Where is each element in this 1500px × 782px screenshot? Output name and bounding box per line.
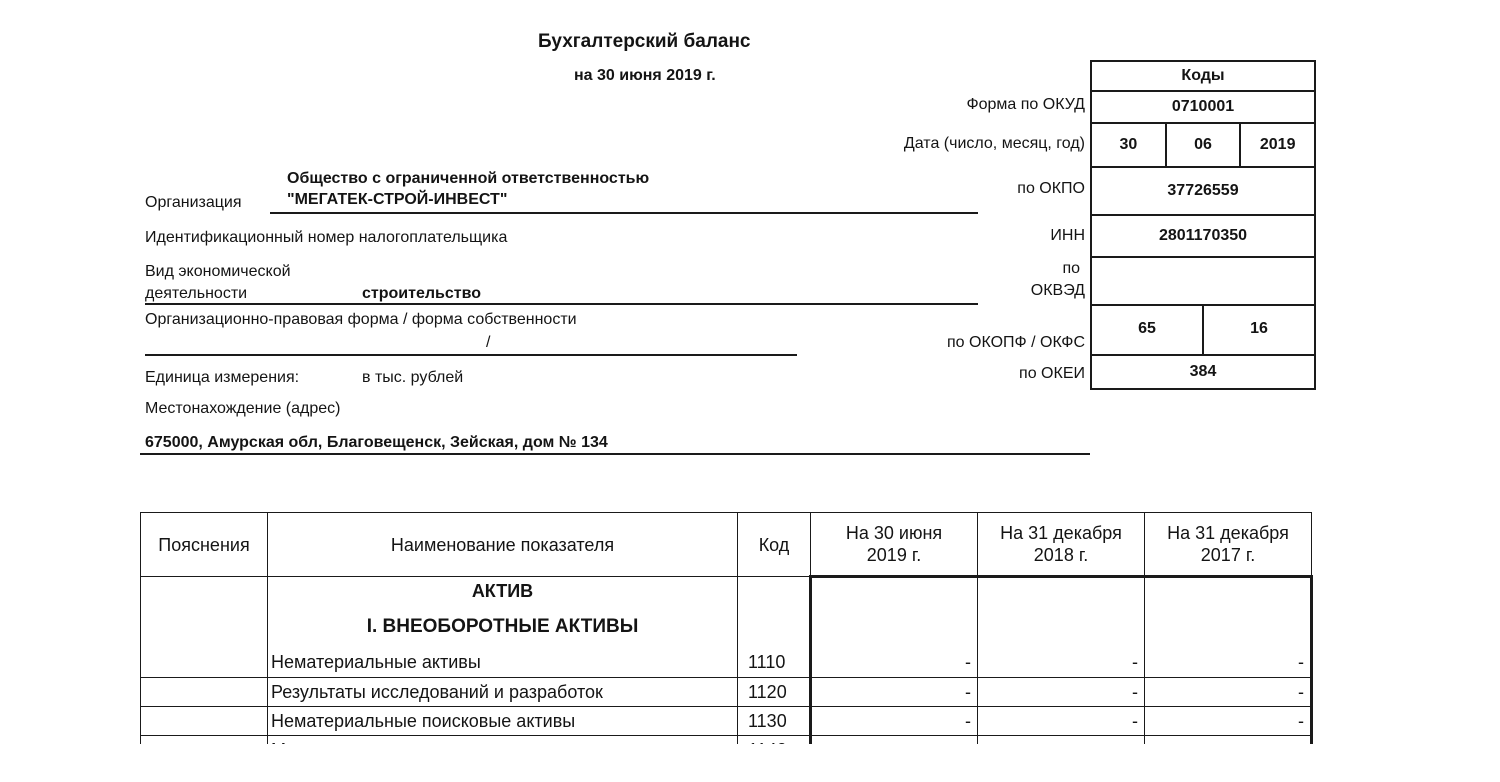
row-code: 1130 bbox=[738, 707, 811, 736]
date-day: 30 bbox=[1119, 136, 1138, 153]
okud-value: 0710001 bbox=[1171, 98, 1235, 115]
okved-row bbox=[1092, 256, 1314, 304]
unit-label: Единица измерения: bbox=[145, 369, 300, 386]
row-name: Нематериальные активы bbox=[268, 649, 738, 678]
header-col1-line1: На 30 июня bbox=[845, 523, 943, 543]
okei-row bbox=[1092, 354, 1314, 388]
date-month: 06 bbox=[1165, 124, 1240, 166]
section-v2-cell bbox=[978, 577, 1145, 649]
okopf-row bbox=[1092, 304, 1314, 354]
okved-value bbox=[1092, 258, 1314, 304]
address-label: Местонахождение (адрес) bbox=[145, 400, 341, 417]
section-code-cell bbox=[738, 577, 811, 649]
date-year: 2019 bbox=[1239, 124, 1314, 166]
table-row bbox=[141, 707, 1312, 736]
header-col2-line1: На 31 декабря bbox=[1000, 523, 1122, 543]
header-col3 bbox=[1145, 513, 1312, 577]
header-col2 bbox=[978, 513, 1145, 577]
okei-label: по ОКЕИ bbox=[1019, 365, 1085, 382]
activity-label-2: деятельности bbox=[145, 285, 248, 302]
activity-label-1: Вид экономической bbox=[145, 263, 291, 280]
date-label: Дата (число, месяц, год) bbox=[903, 135, 1085, 152]
inn-row bbox=[1092, 214, 1314, 256]
row-name: Результаты исследований и разработок bbox=[268, 678, 738, 707]
codes-heading-row bbox=[1092, 62, 1314, 90]
row-value-2019: - bbox=[811, 649, 978, 678]
inn-value: 2801170350 bbox=[1158, 227, 1248, 244]
row-notes bbox=[141, 707, 268, 736]
okpo-value: 37726559 bbox=[1167, 182, 1239, 199]
section-v1-cell bbox=[811, 577, 978, 649]
row-value-2018: - bbox=[978, 678, 1145, 707]
date-row bbox=[1092, 122, 1314, 166]
org-label: Организация bbox=[145, 194, 242, 211]
address-value: 675000, Амурская обл, Благовещенск, Зейская, дом № 134 bbox=[145, 434, 608, 451]
document-title: Бухгалтерский баланс bbox=[538, 31, 751, 52]
address-underline bbox=[140, 453, 1090, 455]
row-name: Нематериальные поисковые активы bbox=[268, 707, 738, 736]
row-value-2018: - bbox=[978, 649, 1145, 678]
okopf-value: 65 bbox=[1138, 320, 1156, 337]
header-name: Наименование показателя bbox=[268, 513, 738, 577]
section-noncurrent-heading: I. ВНЕОБОРОТНЫЕ АКТИВЫ bbox=[366, 616, 639, 637]
okopf-label: по ОКОПФ / ОКФС bbox=[947, 334, 1085, 351]
row-value-2018: - bbox=[978, 707, 1145, 736]
row-code: 1110 bbox=[738, 649, 811, 678]
row-value-2017: - bbox=[1145, 707, 1312, 736]
okud-row bbox=[1092, 90, 1314, 122]
legal-form-value: / bbox=[486, 334, 491, 351]
row-code: 1120 bbox=[738, 678, 811, 707]
okved-label-2: ОКВЭД bbox=[1030, 282, 1085, 299]
table-row bbox=[141, 678, 1312, 707]
balance-table bbox=[140, 512, 1313, 765]
header-col1-line2: 2019 г. bbox=[866, 545, 922, 565]
okpo-label: по ОКПО bbox=[1017, 180, 1085, 197]
row-value-2017: - bbox=[1145, 649, 1312, 678]
okfs-value: 16 bbox=[1202, 306, 1314, 354]
row-value-2019: - bbox=[811, 707, 978, 736]
okei-value: 384 bbox=[1189, 363, 1217, 380]
header-col1 bbox=[811, 513, 978, 577]
inn-label: ИНН bbox=[1050, 227, 1085, 244]
header-col3-line2: 2017 г. bbox=[1200, 545, 1256, 565]
row-value-2019: - bbox=[811, 678, 978, 707]
activity-underline bbox=[145, 303, 978, 305]
section-row bbox=[141, 577, 1312, 649]
okud-label: Форма по ОКУД bbox=[966, 96, 1085, 113]
org-underline bbox=[270, 212, 978, 214]
section-asset-heading: АКТИВ bbox=[471, 581, 534, 601]
legal-form-label: Организационно-правовая форма / форма собственности bbox=[145, 311, 577, 328]
unit-value: в тыс. рублей bbox=[362, 369, 464, 386]
row-value-2017: - bbox=[1145, 678, 1312, 707]
header-code: Код bbox=[738, 513, 811, 577]
table-row bbox=[141, 649, 1312, 678]
org-name-line2: "МЕГАТЕК-СТРОЙ-ИНВЕСТ" bbox=[287, 191, 508, 208]
header-col3-line1: На 31 декабря bbox=[1167, 523, 1289, 543]
org-name-line1: Общество с ограниченной ответственностью bbox=[287, 170, 650, 187]
inn-text: Идентификационный номер налогоплательщика bbox=[145, 229, 508, 246]
section-name-cell bbox=[268, 577, 738, 649]
activity-value: строительство bbox=[362, 285, 481, 302]
report-date: на 30 июня 2019 г. bbox=[574, 67, 716, 84]
row-notes bbox=[141, 649, 268, 678]
header-col2-line2: 2018 г. bbox=[1033, 545, 1089, 565]
row-notes bbox=[141, 678, 268, 707]
codes-box bbox=[1090, 60, 1316, 390]
codes-heading: Коды bbox=[1181, 67, 1225, 84]
okved-label-1: по bbox=[1062, 260, 1080, 277]
page-bottom-mask bbox=[0, 744, 1500, 782]
table-header-row bbox=[141, 513, 1312, 577]
header-notes: Пояснения bbox=[141, 513, 268, 577]
section-notes-cell bbox=[141, 577, 268, 649]
section-v3-cell bbox=[1145, 577, 1312, 649]
legal-form-underline bbox=[145, 354, 797, 356]
okpo-row bbox=[1092, 166, 1314, 214]
